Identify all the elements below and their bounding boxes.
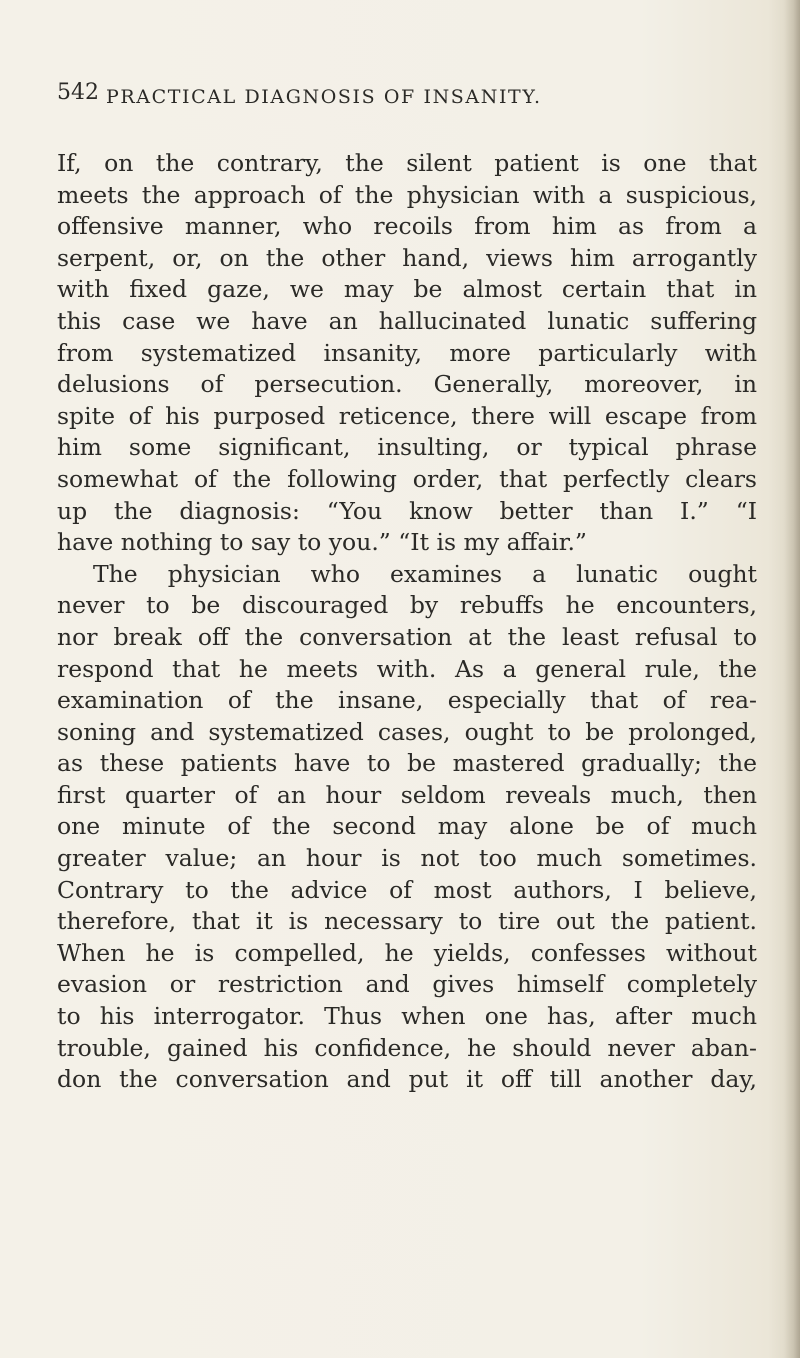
text-line: serpent, or, on the other hand, views him arrogantly xyxy=(57,243,757,272)
text-line: If, on the contrary, the silent patient is one that xyxy=(57,149,757,177)
text-line: one minute of the second may alone be of much xyxy=(57,812,757,841)
text-line: with fixed gaze, we may be almost certain that in xyxy=(57,275,757,304)
text-line: from systematized insanity, more particularly with xyxy=(57,338,757,367)
page-number: 542 xyxy=(57,80,99,105)
text-line: soning and systematized cases, ought to be prolonged, xyxy=(57,717,757,746)
text-line: The physician who examines a lunatic ought xyxy=(93,559,757,588)
text-line: respond that he meets with. As a general rule, the xyxy=(57,654,757,683)
text-line: Contrary to the advice of most authors, I believe, xyxy=(57,875,757,904)
text-line: evasion or restriction and gives himself completely xyxy=(57,970,757,999)
text-line: somewhat of the following order, that perfectly clears xyxy=(57,464,757,493)
text-line: greater value; an hour is not too much sometimes. xyxy=(57,844,757,873)
page-edge-shadow xyxy=(784,0,800,1358)
text-line: spite of his purposed reticence, there will escape from xyxy=(57,401,757,430)
text-line: therefore, that it is necessary to tire out the patient. xyxy=(57,907,757,936)
body-text xyxy=(57,148,757,1096)
text-line: never to be discouraged by rebuffs he encounters, xyxy=(57,591,757,620)
text-line: up the diagnosis: “You know better than I.” “I xyxy=(57,496,757,525)
running-title: PRACTICAL DIAGNOSIS OF INSANITY. xyxy=(106,86,542,108)
text-line: meets the approach of the physician with a suspicious, xyxy=(57,180,757,209)
text-line: offensive manner, who recoils from him as from a xyxy=(57,212,757,241)
text-line: When he is compelled, he yields, confesses without xyxy=(57,938,757,967)
text-line: trouble, gained his confidence, he should never aban- xyxy=(57,1033,757,1062)
text-line: nor break off the conversation at the least refusal to xyxy=(57,622,757,651)
text-line: as these patients have to be mastered gradually; the xyxy=(57,749,757,778)
text-line: this case we have an hallucinated lunatic suffering xyxy=(57,306,757,335)
text-line: don the conversation and put it off till another day, xyxy=(57,1065,757,1094)
text-line: examination of the insane, especially that of rea- xyxy=(57,686,757,715)
text-line: him some significant, insulting, or typical phrase xyxy=(57,433,757,462)
text-line: have nothing to say to you.” “It is my affair.” xyxy=(57,528,587,557)
text-line: to his interrogator. Thus when one has, after much xyxy=(57,1002,757,1031)
text-line: delusions of persecution. Generally, moreover, in xyxy=(57,370,757,399)
text-line: first quarter of an hour seldom reveals much, then xyxy=(57,780,757,809)
